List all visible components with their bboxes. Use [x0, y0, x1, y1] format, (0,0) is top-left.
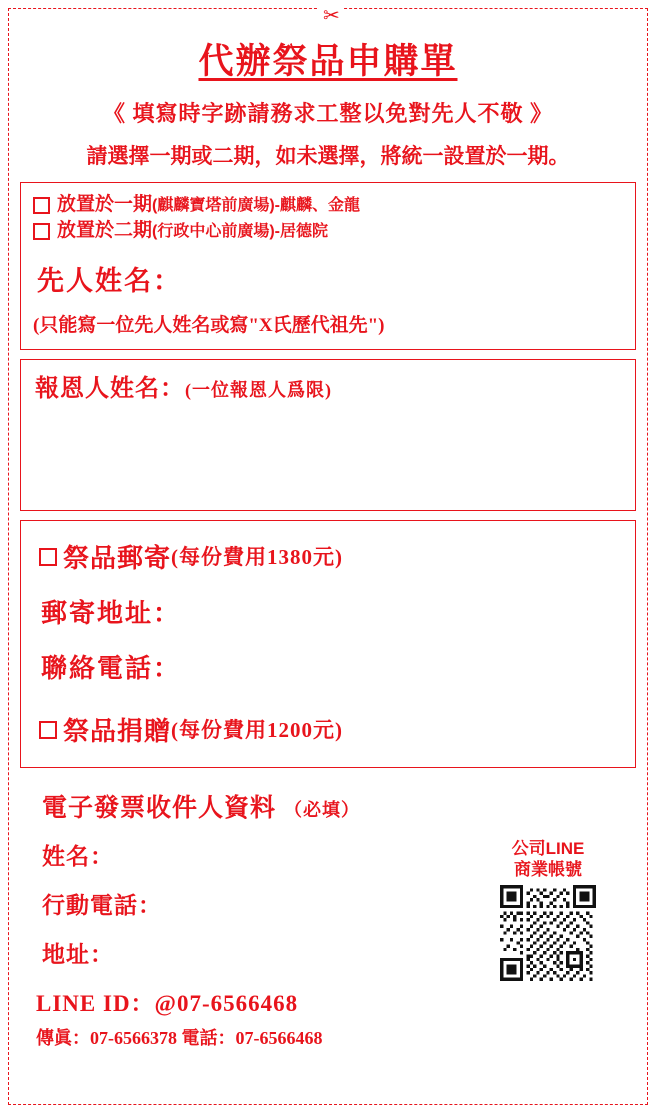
form-subtitle: 《 填寫時字跡請務求工整以免對先人不敬 》 — [102, 101, 553, 126]
form-instruction: 請選擇一期或二期，如未選擇，將統一設置於一期。 — [86, 145, 570, 168]
qr-label-line2: 商業帳號 — [514, 859, 582, 879]
donor-limit-note: (一位報恩人爲限) — [185, 379, 332, 400]
placement-option-phase2[interactable] — [33, 220, 625, 243]
invoice-heading-text: 電子發票收件人資料 — [42, 793, 277, 822]
delivery-option-mail-cost: (每份費用1380元) — [171, 545, 344, 570]
invoice-field-name[interactable]: 姓名： — [42, 842, 114, 869]
delivery-option-donate-cost: (每份費用1200元) — [171, 718, 344, 743]
page-title: 代辦祭品申購單 — [198, 42, 458, 81]
checkbox-icon[interactable] — [33, 197, 50, 214]
delivery-option-donate[interactable] — [39, 711, 625, 748]
placement-section — [20, 182, 636, 350]
contact-info-text: 傳眞：07-6566378 電話：07-6566468 — [36, 1027, 323, 1048]
invoice-field-address[interactable]: 地址： — [42, 940, 114, 967]
donor-field-label — [35, 368, 625, 403]
placement-option-phase1-label: 放置於一期 — [57, 194, 153, 215]
invoice-section-heading — [42, 788, 636, 824]
ancestor-name-note: (只能寫一位先人姓名或寫"X氏歷代祖先") — [33, 314, 385, 336]
form-content — [20, 16, 636, 1050]
invoice-required-note: （必填） — [283, 799, 360, 820]
scissors-icon: ✂ — [319, 6, 344, 26]
line-qr-block — [488, 838, 608, 982]
checkbox-icon[interactable] — [33, 223, 50, 240]
placement-option-phase1[interactable] — [33, 194, 625, 217]
donor-section[interactable] — [20, 359, 636, 511]
invoice-field-mobile[interactable]: 行動電話： — [42, 891, 162, 918]
delivery-option-mail[interactable] — [39, 538, 625, 575]
qr-label-line1: 公司LINE — [511, 838, 585, 858]
delivery-section — [20, 520, 636, 768]
qr-code-icon — [500, 885, 596, 981]
donor-label-text: 報恩人姓名： — [35, 375, 185, 402]
contact-phone-label[interactable]: 聯絡電話： — [41, 653, 182, 683]
placement-option-phase1-detail: (麒麟寶塔前廣場)-麒麟、金龍 — [152, 196, 361, 214]
checkbox-icon[interactable] — [39, 548, 57, 566]
line-id-text: LINE ID：@07-6566468 — [36, 990, 299, 1016]
placement-option-phase2-label: 放置於二期 — [57, 219, 153, 241]
ancestor-name-field-label[interactable]: 先人姓名： — [37, 265, 182, 296]
mailing-address-label[interactable]: 郵寄地址： — [41, 598, 182, 628]
delivery-option-donate-label: 祭品捐贈 — [63, 716, 172, 746]
delivery-option-mail-label: 祭品郵寄 — [63, 543, 172, 573]
checkbox-icon[interactable] — [39, 721, 57, 739]
placement-option-phase2-detail: (行政中心前廣場)-居德院 — [152, 222, 329, 240]
invoice-fields-block — [20, 838, 636, 969]
